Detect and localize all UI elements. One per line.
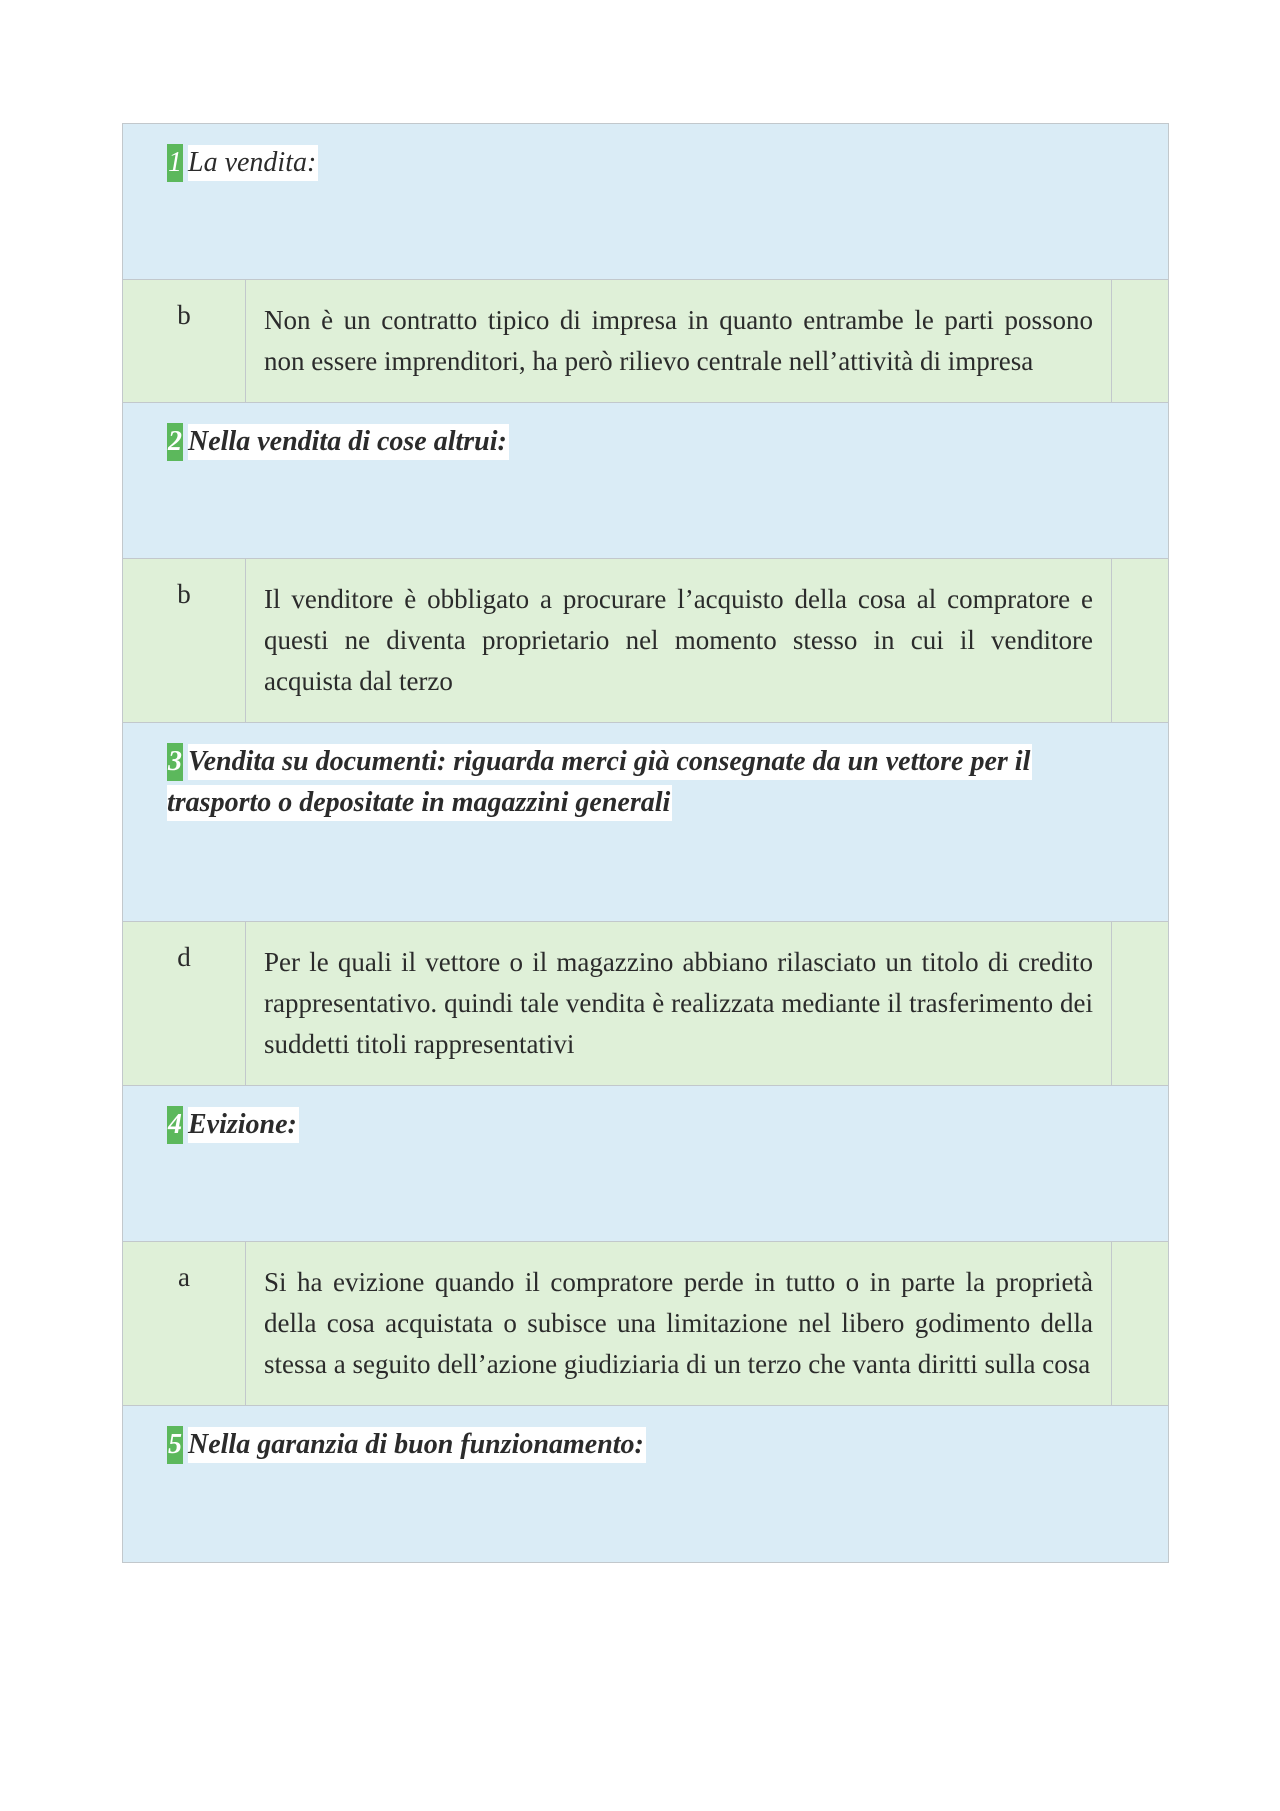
question-row-4 bbox=[123, 1086, 1168, 1242]
question-text bbox=[167, 1424, 1132, 1465]
answer-letter: b bbox=[123, 559, 246, 722]
answer-text: Si ha evizione quando il compratore perde in tutto o in parte la proprietà della cosa acquistata o subisce una limitazione nel libero godimento della stessa a seguito dell’azione giudiziaria di un terzo che vanta diritti sulla cosa bbox=[246, 1242, 1112, 1405]
answer-row-2 bbox=[123, 559, 1168, 723]
answer-spacer-cell bbox=[1112, 1242, 1168, 1405]
question-label: Nella vendita di cose altrui: bbox=[188, 424, 509, 460]
question-number-badge: 5 bbox=[167, 1426, 183, 1464]
answer-text: Il venditore è obbligato a procurare l’acquisto della cosa al compratore e questi ne diventa proprietario nel momento stesso in cui il venditore acquista dal terzo bbox=[246, 559, 1112, 722]
question-number-badge: 4 bbox=[167, 1106, 183, 1144]
question-label: Nella garanzia di buon funzionamento: bbox=[188, 1427, 646, 1463]
question-row-1 bbox=[123, 124, 1168, 280]
answer-letter: d bbox=[123, 922, 246, 1085]
question-number-badge: 3 bbox=[167, 743, 183, 781]
question-row-2 bbox=[123, 403, 1168, 559]
question-row-3 bbox=[123, 723, 1168, 922]
question-label: La vendita: bbox=[188, 145, 318, 181]
question-number-badge: 1 bbox=[167, 144, 183, 182]
question-text bbox=[167, 421, 1132, 462]
question-number-badge: 2 bbox=[167, 423, 183, 461]
question-text bbox=[167, 1104, 1132, 1145]
quiz-table bbox=[122, 123, 1169, 1563]
answer-row-4 bbox=[123, 1242, 1168, 1406]
answer-letter: a bbox=[123, 1242, 246, 1405]
answer-text: Per le quali il vettore o il magazzino abbiano rilasciato un titolo di credito rappresentativo. quindi tale vendita è realizzata mediante il trasferimento dei suddetti titoli rappresentativi bbox=[246, 922, 1112, 1085]
answer-row-1 bbox=[123, 280, 1168, 403]
question-row-5 bbox=[123, 1406, 1168, 1562]
answer-spacer-cell bbox=[1112, 922, 1168, 1085]
question-label: Evizione: bbox=[188, 1107, 299, 1143]
answer-row-3 bbox=[123, 922, 1168, 1086]
answer-spacer-cell bbox=[1112, 559, 1168, 722]
question-text bbox=[167, 741, 1132, 823]
question-text bbox=[167, 142, 1132, 183]
answer-text: Non è un contratto tipico di impresa in quanto entrambe le parti possono non essere imprenditori, ha però rilievo centrale nell’attività di impresa bbox=[246, 280, 1112, 402]
answer-spacer-cell bbox=[1112, 280, 1168, 402]
question-label: Vendita su documenti: riguarda merci già consegnate da un vettore per il trasporto o depositate in magazzini generali bbox=[167, 744, 1032, 821]
answer-letter: b bbox=[123, 280, 246, 402]
